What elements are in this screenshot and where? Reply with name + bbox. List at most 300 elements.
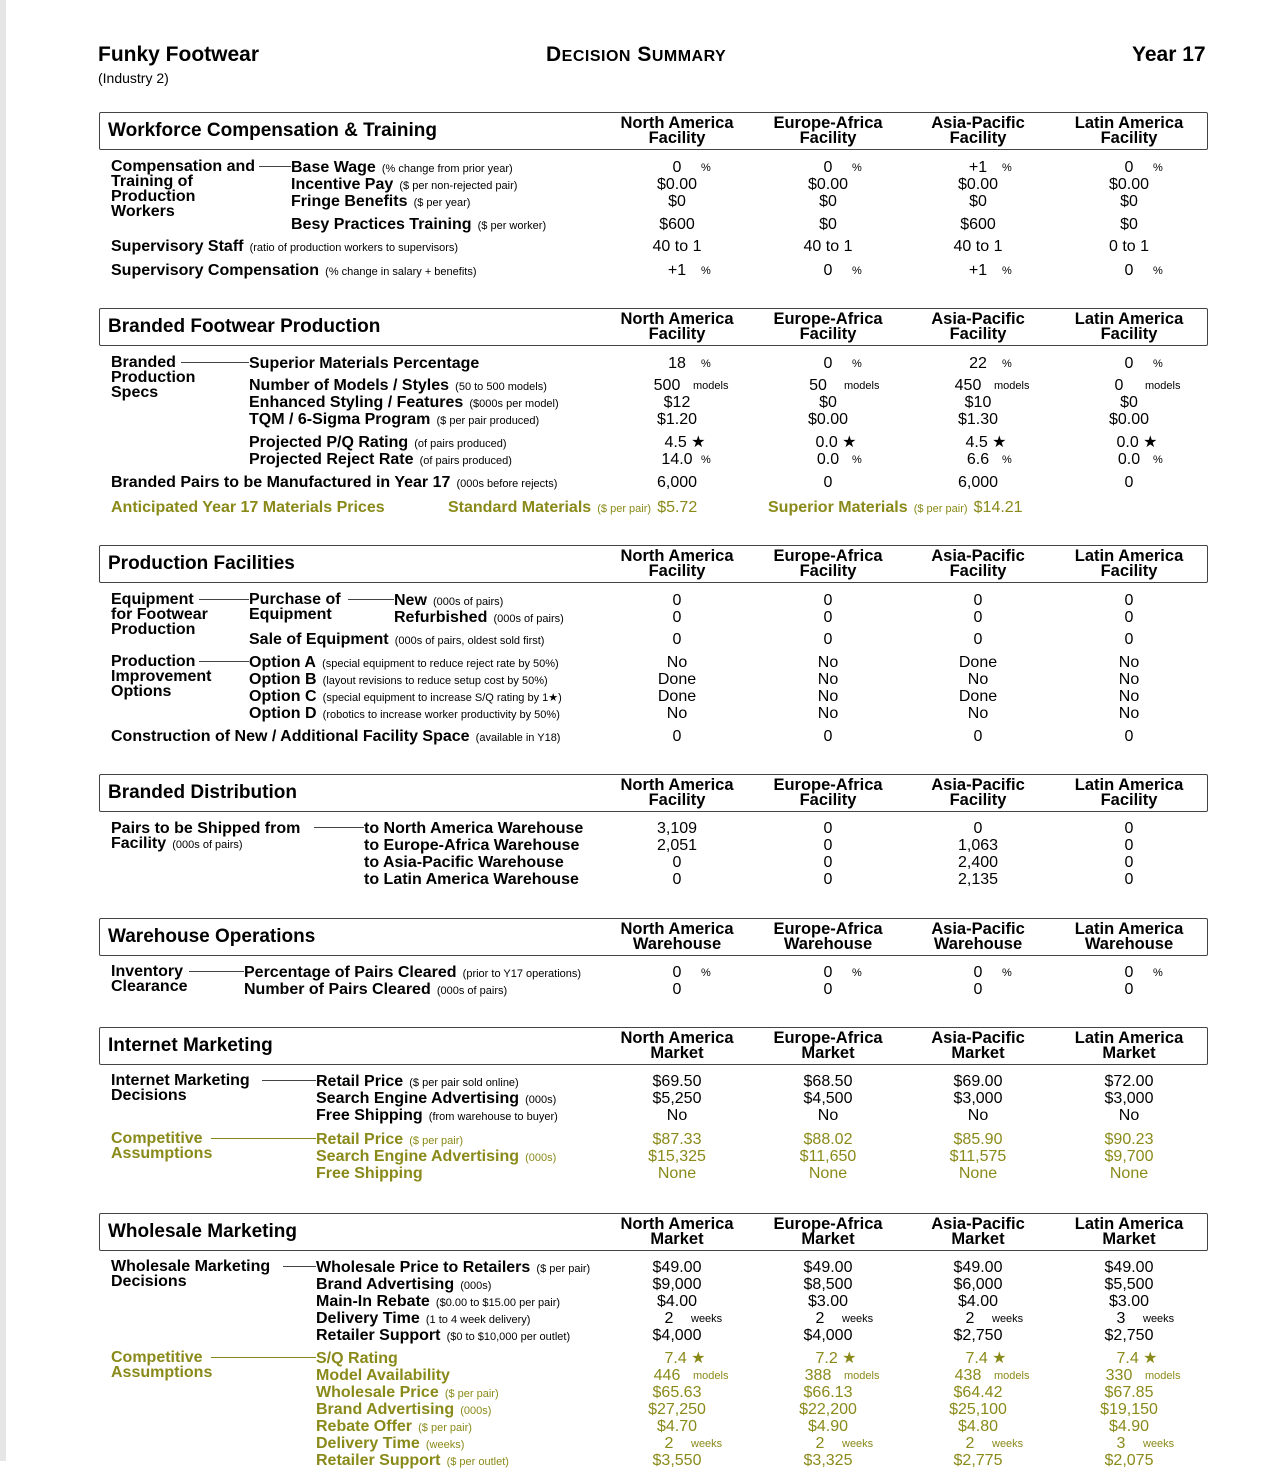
facilities-row-value: No	[967, 671, 989, 688]
branded-row-value: $0	[1120, 394, 1138, 411]
wholesale-comp-row-unit: models	[844, 1370, 880, 1382]
branded-row-value: 0.0 ★	[1116, 434, 1158, 451]
workforce-row-value: $0.00	[1108, 176, 1150, 193]
branded-row-label: Enhanced Styling / Features ($000s per model)	[249, 394, 559, 411]
wholesale-comp-row-value: $22,200	[799, 1401, 857, 1418]
wholesale-comp-row-label: Rebate Offer ($ per pair)	[316, 1418, 472, 1435]
workforce-row-label: Supervisory Compensation (% change in salary + benefits)	[111, 262, 477, 279]
branded-row-unit: models	[1145, 380, 1181, 392]
workforce-row-value: 40 to 1	[803, 238, 853, 255]
distribution-row-value: 0	[1124, 837, 1134, 854]
internet-row-value: $69.50	[652, 1073, 702, 1090]
branded-row-value: $10	[964, 394, 992, 411]
branded-row-label: Branded Pairs to be Manufactured in Year 17 (000s before rejects)	[111, 474, 558, 491]
wholesale-row-value: 2	[815, 1310, 825, 1327]
wholesale-comp-row-value: $4.90	[807, 1418, 849, 1435]
branded-row-label: TQM / 6-Sigma Program ($ per pair produced)	[249, 411, 540, 428]
workforce-row-value: $0	[819, 216, 837, 233]
distribution-col-header: Asia-Pacific Facility	[931, 776, 1025, 809]
wholesale-row-value: 2	[965, 1310, 975, 1327]
distribution-row-value: 0	[823, 837, 833, 854]
internet-title: Internet Marketing	[108, 1035, 273, 1056]
wholesale-comp-row-value: $67.85	[1104, 1384, 1154, 1401]
facilities-row-label: New (000s of pairs)	[394, 592, 504, 609]
wholesale-row-value: $49.00	[1104, 1259, 1154, 1276]
facilities-row-value: 0	[672, 609, 682, 626]
branded-row-unit: models	[844, 380, 880, 392]
wholesale-col-header: Asia-Pacific Market	[931, 1215, 1025, 1248]
wholesale-comp-row-value: 7.4 ★	[965, 1350, 1007, 1367]
wholesale-row-value: $9,000	[652, 1276, 702, 1293]
distribution-col-header: North America Facility	[620, 776, 734, 809]
internet-row-label: Free Shipping (from warehouse to buyer)	[316, 1107, 558, 1124]
wholesale-comp-row-value: 330	[1105, 1367, 1133, 1384]
branded-row-value: 6,000	[656, 474, 698, 491]
internet-row-value: No	[666, 1107, 688, 1124]
internet-row-value: No	[967, 1107, 989, 1124]
wholesale-comp-row-value: $3,550	[652, 1452, 702, 1469]
workforce-row-value: 0	[823, 262, 833, 279]
internet-comp-row-value: $11,575	[949, 1148, 1007, 1165]
wholesale-title: Wholesale Marketing	[108, 1221, 297, 1242]
workforce-row-unit: %	[1002, 162, 1012, 174]
internet-row-value: No	[817, 1107, 839, 1124]
workforce-row-unit: %	[701, 162, 711, 174]
facilities-row-value: 0	[672, 728, 682, 745]
connector-line	[199, 661, 249, 662]
standard-materials-label: Standard Materials ($ per pair) $5.72	[448, 499, 698, 516]
wholesale-row-value: $49.00	[652, 1259, 702, 1276]
connector-line	[181, 362, 249, 363]
internet-decisions-label: Internet Marketing Decisions	[111, 1072, 250, 1104]
facilities-row-value: No	[666, 654, 688, 671]
facilities-row-value: 0	[823, 728, 833, 745]
workforce-row-value: $0	[1120, 193, 1138, 210]
workforce-row-value: 0	[672, 159, 682, 176]
wholesale-comp-row-label: S/Q Rating	[316, 1350, 398, 1367]
branded-group-label: Branded Production Specs	[111, 354, 196, 401]
branded-row-value: $1.30	[957, 411, 999, 428]
facilities-col-header: Europe-Africa Facility	[773, 547, 883, 580]
distribution-row-value: 2,051	[656, 837, 698, 854]
branded-col-header: Europe-Africa Facility	[773, 310, 883, 343]
facilities-row-value: 0	[1124, 728, 1134, 745]
wholesale-row-value: 3	[1116, 1310, 1126, 1327]
internet-comp-row-label: Free Shipping	[316, 1165, 423, 1182]
warehouse-col-header: Latin America Warehouse	[1074, 920, 1184, 953]
facilities-row-label: Option A (special equipment to reduce reject rate by 50%)	[249, 654, 559, 671]
wholesale-row-unit: weeks	[1143, 1313, 1175, 1325]
workforce-title: Workforce Compensation & Training	[108, 120, 438, 141]
wholesale-comp-row-value: $66.13	[803, 1384, 853, 1401]
facilities-row-label: Construction of New / Additional Facility Space (available in Y18)	[111, 728, 561, 745]
internet-row-label: Search Engine Advertising (000s)	[316, 1090, 557, 1107]
facilities-row-value: Done	[958, 654, 998, 671]
warehouse-row-value: 0	[973, 964, 983, 981]
facilities-row-value: No	[666, 705, 688, 722]
facilities-row-value: No	[1118, 705, 1140, 722]
distribution-row-value: 0	[973, 820, 983, 837]
workforce-row-label: Fringe Benefits ($ per year)	[291, 193, 471, 210]
wholesale-col-header: Europe-Africa Market	[773, 1215, 883, 1248]
wholesale-row-unit: weeks	[842, 1313, 874, 1325]
branded-row-value: $0	[819, 394, 837, 411]
workforce-row-unit: %	[852, 162, 862, 174]
wholesale-comp-row-unit: models	[1145, 1370, 1181, 1382]
facilities-row-value: No	[1118, 688, 1140, 705]
workforce-row-value: $0	[819, 193, 837, 210]
internet-comp-row-value: None	[958, 1165, 998, 1182]
branded-row-unit: %	[1153, 454, 1163, 466]
branded-row-value: 0	[823, 474, 833, 491]
wholesale-row-value: $4.00	[957, 1293, 999, 1310]
facilities-row-value: 0	[973, 609, 983, 626]
page-title: DECISION SUMMARY	[546, 43, 727, 66]
wholesale-row-label: Delivery Time (1 to 4 week delivery)	[316, 1310, 531, 1327]
purchase-of-equipment-label: Purchase of Equipment	[249, 591, 341, 623]
warehouse-row-value: 0	[1124, 964, 1134, 981]
branded-row-value: 50	[809, 377, 827, 394]
connector-line	[262, 1080, 316, 1081]
wholesale-comp-row-unit: weeks	[1143, 1438, 1175, 1450]
connector-line	[283, 1266, 316, 1267]
internet-col-header: North America Market	[620, 1029, 734, 1062]
branded-row-value: 4.5 ★	[664, 434, 706, 451]
workforce-row-unit: %	[1002, 265, 1012, 277]
workforce-row-unit: %	[1153, 265, 1163, 277]
internet-comp-row-value: $11,650	[799, 1148, 857, 1165]
facilities-row-value: No	[817, 688, 839, 705]
internet-comp-row-value: None	[657, 1165, 697, 1182]
connector-line	[189, 971, 244, 972]
facilities-row-label: Option D (robotics to increase worker productivity by 50%)	[249, 705, 560, 722]
wholesale-row-value: $3.00	[807, 1293, 849, 1310]
warehouse-row-unit: %	[1153, 967, 1163, 979]
branded-row-label: Number of Models / Styles (50 to 500 models)	[249, 377, 547, 394]
branded-row-value: $0.00	[1108, 411, 1150, 428]
wholesale-comp-row-value: $27,250	[648, 1401, 706, 1418]
wholesale-col-header: Latin America Market	[1074, 1215, 1184, 1248]
internet-row-value: $5,250	[652, 1090, 702, 1107]
internet-col-header: Europe-Africa Market	[773, 1029, 883, 1062]
workforce-row-label: Supervisory Staff (ratio of production workers to supervisors)	[111, 238, 459, 255]
wholesale-comp-row-unit: models	[693, 1370, 729, 1382]
wholesale-competitive-label: Competitive Assumptions	[111, 1349, 213, 1381]
distribution-row-value: 0	[672, 854, 682, 871]
workforce-row-value: $600	[960, 216, 996, 233]
wholesale-row-value: $4,000	[652, 1327, 702, 1344]
wholesale-comp-row-value: 2	[965, 1435, 975, 1452]
internet-row-value: No	[1118, 1107, 1140, 1124]
internet-row-value: $4,500	[803, 1090, 853, 1107]
internet-comp-row-value: $88.02	[803, 1131, 853, 1148]
branded-row-unit: %	[1153, 358, 1163, 370]
distribution-row-value: 0	[823, 854, 833, 871]
facilities-row-label: Refurbished (000s of pairs)	[394, 609, 564, 626]
workforce-row-value: $0	[969, 193, 987, 210]
branded-row-value: 18	[668, 355, 686, 372]
workforce-row-value: 0	[823, 159, 833, 176]
wholesale-row-value: $2,750	[953, 1327, 1003, 1344]
wholesale-row-value: $49.00	[803, 1259, 853, 1276]
warehouse-row-unit: %	[701, 967, 711, 979]
wholesale-comp-row-value: 7.2 ★	[815, 1350, 857, 1367]
facilities-row-value: 0	[1124, 592, 1134, 609]
distribution-col-header: Latin America Facility	[1074, 776, 1184, 809]
workforce-col-header: North America Facility	[620, 114, 734, 147]
internet-comp-row-value: $9,700	[1104, 1148, 1154, 1165]
facilities-row-value: 0	[823, 631, 833, 648]
distribution-col-header: Europe-Africa Facility	[773, 776, 883, 809]
wholesale-comp-row-value: $4.80	[957, 1418, 999, 1435]
workforce-row-value: $600	[659, 216, 695, 233]
wholesale-row-label: Wholesale Price to Retailers ($ per pair)	[316, 1259, 591, 1276]
connector-line	[314, 827, 364, 828]
workforce-row-unit: %	[1153, 162, 1163, 174]
wholesale-comp-row-label: Delivery Time (weeks)	[316, 1435, 465, 1452]
workforce-row-value: 40 to 1	[652, 238, 702, 255]
facilities-row-value: 0	[823, 609, 833, 626]
workforce-row-value: 0 to 1	[1108, 238, 1150, 255]
wholesale-decisions-label: Wholesale Marketing Decisions	[111, 1258, 271, 1290]
warehouse-row-unit: %	[852, 967, 862, 979]
branded-row-value: 0	[1124, 474, 1134, 491]
internet-comp-row-value: $87.33	[652, 1131, 702, 1148]
connector-line	[199, 599, 249, 600]
facilities-row-value: Done	[657, 671, 697, 688]
warehouse-row-value: 0	[973, 981, 983, 998]
connector-line	[348, 599, 394, 600]
branded-row-label: Projected P/Q Rating (of pairs produced)	[249, 434, 507, 451]
workforce-col-header: Europe-Africa Facility	[773, 114, 883, 147]
warehouse-row-unit: %	[1002, 967, 1012, 979]
distribution-title: Branded Distribution	[108, 782, 297, 803]
wholesale-row-value: $8,500	[803, 1276, 853, 1293]
branded-row-unit: %	[701, 454, 711, 466]
branded-row-unit: %	[1002, 454, 1012, 466]
facilities-row-label: Option C (special equipment to increase S/Q rating by 1★)	[249, 688, 562, 705]
workforce-row-unit: %	[852, 265, 862, 277]
wholesale-comp-row-value: $4.90	[1108, 1418, 1150, 1435]
wholesale-comp-row-unit: weeks	[691, 1438, 723, 1450]
branded-row-value: $1.20	[656, 411, 698, 428]
left-edge-bar	[0, 0, 6, 1461]
wholesale-comp-row-unit: weeks	[842, 1438, 874, 1450]
branded-row-value: 4.5 ★	[965, 434, 1007, 451]
wholesale-row-unit: weeks	[691, 1313, 723, 1325]
internet-comp-row-value: $90.23	[1104, 1131, 1154, 1148]
equipment-group-label: Equipment for Footwear Production	[111, 591, 208, 638]
workforce-row-value: $0.00	[807, 176, 849, 193]
wholesale-comp-row-value: $2,075	[1104, 1452, 1154, 1469]
wholesale-comp-row-value: $65.63	[652, 1384, 702, 1401]
internet-col-header: Latin America Market	[1074, 1029, 1184, 1062]
branded-title: Branded Footwear Production	[108, 316, 381, 337]
workforce-row-value: 40 to 1	[953, 238, 1003, 255]
shipped-from-label: Pairs to be Shipped from	[111, 820, 301, 837]
materials-prices-label: Anticipated Year 17 Materials Prices	[111, 499, 385, 516]
workforce-col-header: Latin America Facility	[1074, 114, 1184, 147]
branded-col-header: Latin America Facility	[1074, 310, 1184, 343]
facilities-row-value: No	[817, 671, 839, 688]
wholesale-comp-row-value: 2	[815, 1435, 825, 1452]
warehouse-row-value: 0	[1124, 981, 1134, 998]
wholesale-comp-row-unit: weeks	[992, 1438, 1024, 1450]
internet-comp-row-value: None	[808, 1165, 848, 1182]
facilities-row-value: Done	[958, 688, 998, 705]
workforce-row-value: +1	[968, 159, 988, 176]
branded-row-unit: %	[852, 358, 862, 370]
facilities-row-value: No	[1118, 671, 1140, 688]
distribution-row-value: 0	[1124, 854, 1134, 871]
wholesale-row-value: $2,750	[1104, 1327, 1154, 1344]
branded-row-unit: %	[1002, 358, 1012, 370]
connector-line	[211, 1357, 316, 1358]
distribution-row-label: to North America Warehouse	[364, 820, 584, 837]
facility-label: Facility (000s of pairs)	[111, 835, 243, 852]
workforce-col-header: Asia-Pacific Facility	[931, 114, 1025, 147]
facilities-row-value: No	[967, 705, 989, 722]
internet-comp-row-value: $15,325	[648, 1148, 706, 1165]
branded-row-value: 6,000	[957, 474, 999, 491]
year-label: Year 17	[1132, 43, 1206, 66]
wholesale-comp-row-value: 2	[664, 1435, 674, 1452]
branded-row-value: 0.0	[816, 451, 840, 468]
wholesale-row-value: $4,000	[803, 1327, 853, 1344]
wholesale-comp-row-value: 388	[804, 1367, 832, 1384]
distribution-row-value: 0	[1124, 871, 1134, 888]
industry-label: (Industry 2)	[98, 70, 169, 86]
wholesale-row-value: $4.00	[656, 1293, 698, 1310]
wholesale-comp-row-value: 438	[954, 1367, 982, 1384]
wholesale-comp-row-unit: models	[994, 1370, 1030, 1382]
branded-row-unit: %	[701, 358, 711, 370]
wholesale-comp-row-value: $2,775	[953, 1452, 1003, 1469]
connector-line	[259, 166, 291, 167]
wholesale-comp-row-label: Model Availability	[316, 1367, 450, 1384]
branded-row-value: 6.6	[966, 451, 990, 468]
branded-row-value: 500	[653, 377, 681, 394]
wholesale-row-value: $6,000	[953, 1276, 1003, 1293]
wholesale-comp-row-value: $19,150	[1100, 1401, 1158, 1418]
workforce-group-label: Compensation and Training of Production Workers	[111, 158, 256, 220]
internet-row-value: $3,000	[953, 1090, 1003, 1107]
distribution-row-value: 0	[1124, 820, 1134, 837]
facilities-row-value: 0	[973, 631, 983, 648]
wholesale-row-label: Retailer Support ($0 to $10,000 per outlet)	[316, 1327, 571, 1344]
warehouse-col-header: Europe-Africa Warehouse	[773, 920, 883, 953]
branded-row-value: 0	[823, 355, 833, 372]
internet-row-value: $3,000	[1104, 1090, 1154, 1107]
workforce-row-value: $0.00	[957, 176, 999, 193]
facilities-col-header: North America Facility	[620, 547, 734, 580]
internet-row-label: Retail Price ($ per pair sold online)	[316, 1073, 519, 1090]
warehouse-row-value: 0	[672, 981, 682, 998]
branded-col-header: North America Facility	[620, 310, 734, 343]
warehouse-row-value: 0	[823, 964, 833, 981]
internet-comp-row-value: None	[1109, 1165, 1149, 1182]
branded-row-label: Superior Materials Percentage	[249, 355, 480, 372]
facilities-row-value: 0	[1124, 631, 1134, 648]
branded-row-value: 450	[954, 377, 982, 394]
distribution-row-value: 0	[823, 871, 833, 888]
workforce-row-value: +1	[968, 262, 988, 279]
facilities-row-value: Done	[657, 688, 697, 705]
workforce-row-value: 0	[1124, 159, 1134, 176]
wholesale-comp-row-value: 446	[653, 1367, 681, 1384]
wholesale-comp-row-label: Brand Advertising (000s)	[316, 1401, 492, 1418]
wholesale-row-value: $3.00	[1108, 1293, 1150, 1310]
connector-line	[211, 1138, 316, 1139]
facilities-row-value: No	[1118, 654, 1140, 671]
wholesale-comp-row-value: 7.4 ★	[1116, 1350, 1158, 1367]
distribution-row-label: to Latin America Warehouse	[364, 871, 579, 888]
facilities-row-label: Option B (layout revisions to reduce setup cost by 50%)	[249, 671, 548, 688]
branded-row-value: 0.0 ★	[815, 434, 857, 451]
warehouse-row-value: 0	[672, 964, 682, 981]
workforce-row-value: $0	[668, 193, 686, 210]
branded-row-value: 0	[1124, 355, 1134, 372]
wholesale-comp-row-value: 3	[1116, 1435, 1126, 1452]
facilities-row-value: 0	[973, 592, 983, 609]
workforce-row-value: 0	[1124, 262, 1134, 279]
wholesale-row-value: $5,500	[1104, 1276, 1154, 1293]
wholesale-row-label: Brand Advertising (000s)	[316, 1276, 492, 1293]
facilities-row-value: No	[817, 705, 839, 722]
facilities-row-value: 0	[672, 592, 682, 609]
facilities-row-value: 0	[1124, 609, 1134, 626]
warehouse-col-header: Asia-Pacific Warehouse	[931, 920, 1025, 953]
warehouse-col-header: North America Warehouse	[620, 920, 734, 953]
distribution-row-value: 1,063	[957, 837, 999, 854]
facilities-col-header: Asia-Pacific Facility	[931, 547, 1025, 580]
distribution-row-label: to Europe-Africa Warehouse	[364, 837, 580, 854]
branded-row-unit: models	[994, 380, 1030, 392]
warehouse-row-label: Percentage of Pairs Cleared (prior to Y17 operations)	[244, 964, 582, 981]
internet-row-value: $69.00	[953, 1073, 1003, 1090]
internet-competitive-label: Competitive Assumptions	[111, 1130, 213, 1162]
wholesale-row-unit: weeks	[992, 1313, 1024, 1325]
workforce-row-label: Incentive Pay ($ per non-rejected pair)	[291, 176, 518, 193]
facilities-title: Production Facilities	[108, 553, 295, 574]
distribution-row-value: 2,400	[957, 854, 999, 871]
branded-col-header: Asia-Pacific Facility	[931, 310, 1025, 343]
distribution-row-value: 0	[672, 871, 682, 888]
branded-row-value: 0	[1114, 377, 1124, 394]
branded-row-unit: %	[852, 454, 862, 466]
facilities-row-value: 0	[973, 728, 983, 745]
facilities-row-value: 0	[672, 631, 682, 648]
wholesale-row-value: $49.00	[953, 1259, 1003, 1276]
branded-row-value: 0.0	[1117, 451, 1141, 468]
company-name: Funky Footwear	[98, 43, 260, 66]
superior-materials-label: Superior Materials ($ per pair) $14.21	[768, 499, 1023, 516]
branded-row-value: 22	[969, 355, 987, 372]
wholesale-comp-row-value: $64.42	[953, 1384, 1003, 1401]
branded-row-value: 14.0	[661, 451, 693, 468]
workforce-row-label: Base Wage (% change from prior year)	[291, 159, 513, 176]
branded-row-label: Projected Reject Rate (of pairs produced)	[249, 451, 512, 468]
distribution-row-value: 3,109	[656, 820, 698, 837]
wholesale-row-label: Main-In Rebate ($0.00 to $15.00 per pair)	[316, 1293, 561, 1310]
wholesale-comp-row-label: Wholesale Price ($ per pair)	[316, 1384, 499, 1401]
branded-row-value: $0.00	[807, 411, 849, 428]
wholesale-comp-row-value: $3,325	[803, 1452, 853, 1469]
workforce-row-unit: %	[701, 265, 711, 277]
distribution-row-value: 2,135	[957, 871, 999, 888]
wholesale-comp-row-value: $25,100	[949, 1401, 1007, 1418]
facilities-row-label: Sale of Equipment (000s of pairs, oldest sold first)	[249, 631, 545, 648]
